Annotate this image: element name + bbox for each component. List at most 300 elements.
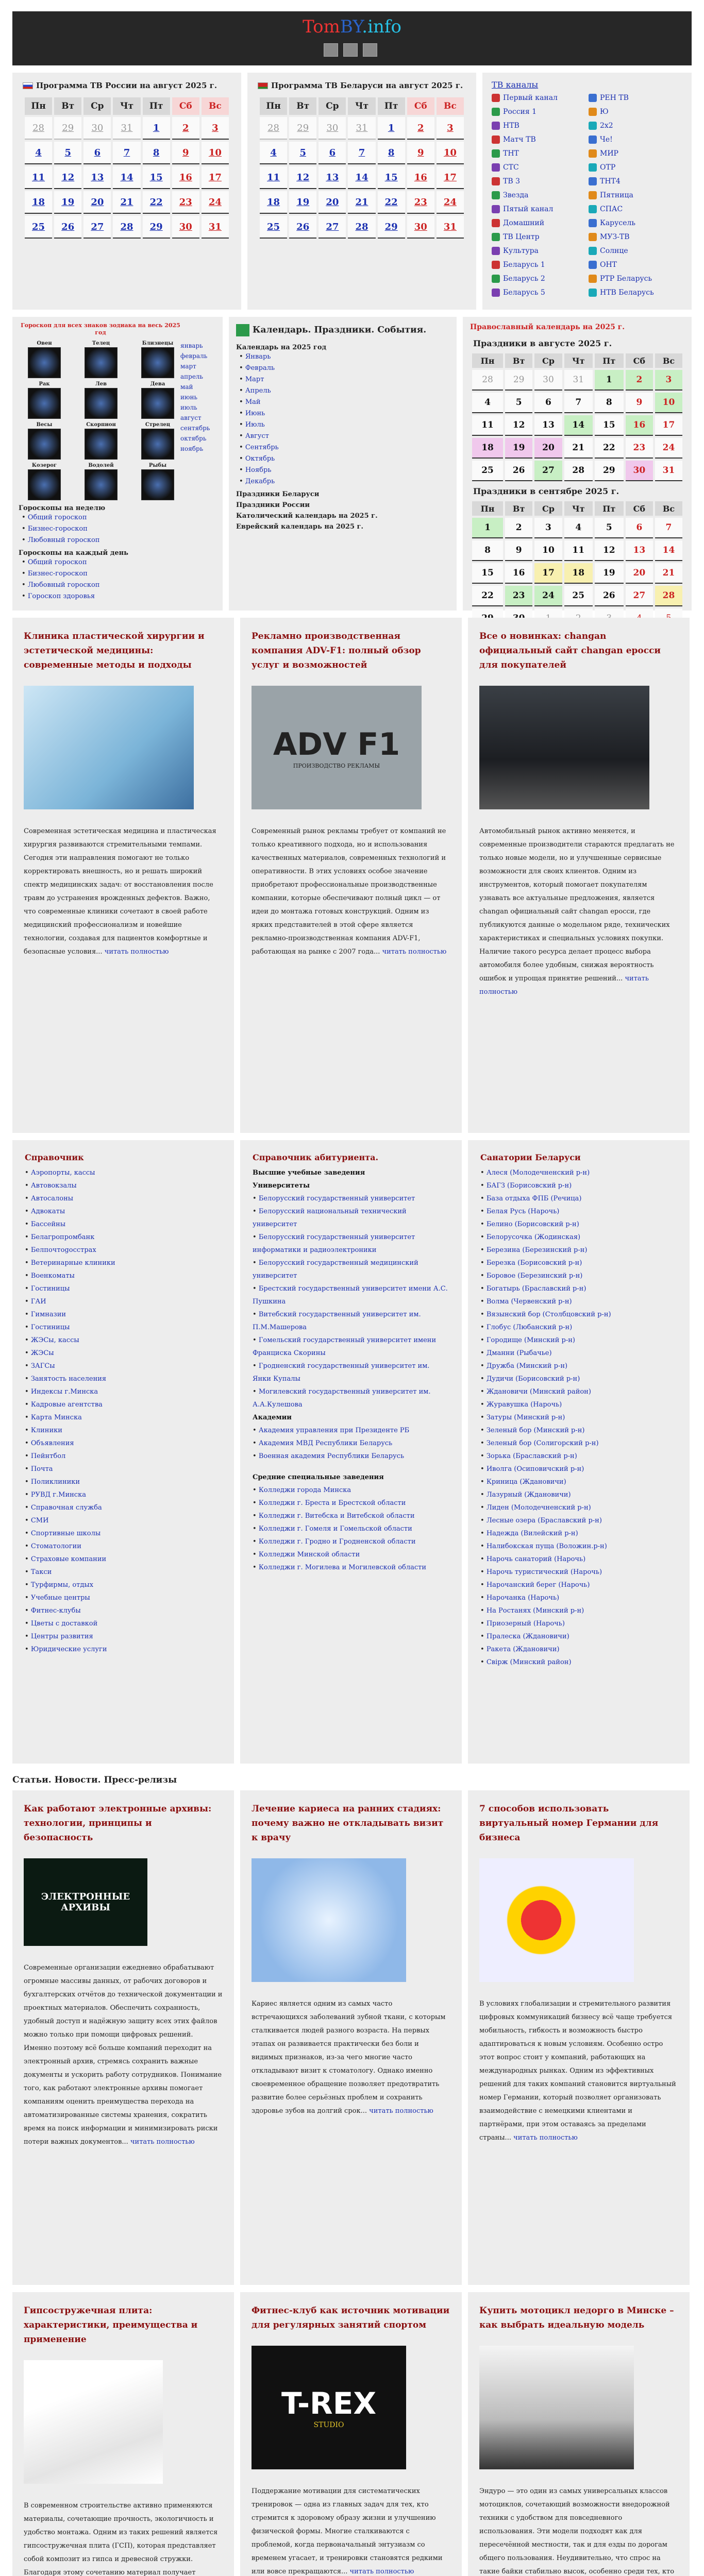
horoscope-day-link[interactable]: • Гороскоп здоровья [22, 591, 216, 602]
calendar-day[interactable]: 31 [655, 461, 682, 481]
calendar-day[interactable]: 30 [172, 216, 199, 239]
calendar-day[interactable]: 1 [595, 370, 624, 391]
calendar-day[interactable]: 25 [260, 216, 287, 239]
calendar-day[interactable]: 4 [472, 393, 503, 413]
calendar-day[interactable]: 5 [595, 518, 624, 538]
calendar-day[interactable]: 9 [626, 393, 653, 413]
reference-link[interactable]: • Справочная служба [25, 1501, 222, 1514]
tv-channel-link[interactable] [492, 233, 585, 241]
read-more-link[interactable]: читать полностью [369, 2107, 433, 2115]
calendar-day[interactable]: 11 [260, 166, 287, 189]
calendar-day[interactable]: 15 [143, 166, 170, 189]
calendar-day[interactable]: 30 [83, 117, 111, 140]
reference-link[interactable]: • СМИ [25, 1514, 222, 1527]
horoscope-month-link[interactable]: октябрь [180, 435, 207, 442]
reference-link[interactable]: • Юридические услуги [25, 1643, 222, 1656]
zodiac-sign[interactable]: Лев [75, 381, 127, 419]
calendar-day[interactable]: 10 [202, 142, 229, 164]
calendar-day[interactable]: 26 [54, 216, 81, 239]
month-link[interactable]: • Декабрь [239, 476, 449, 487]
calendar-day[interactable]: 17 [655, 415, 682, 436]
sanatorium-link[interactable]: • Городище (Минский р-н) [480, 1334, 677, 1347]
tv-channel-link[interactable] [589, 205, 682, 213]
sanatorium-link[interactable]: • Надежда (Вилейский р-н) [480, 1527, 677, 1540]
calendar-day[interactable]: 28 [655, 586, 682, 606]
calendar-day[interactable]: 8 [143, 142, 170, 164]
calendar-day[interactable]: 24 [655, 438, 682, 459]
site-logo[interactable]: TomBY.info [303, 16, 401, 37]
calendar-day[interactable]: 7 [348, 142, 375, 164]
sanatorium-link[interactable]: • Вязынский бор (Столбцовский р-н) [480, 1308, 677, 1321]
kal-russia[interactable]: Праздники России [236, 501, 310, 509]
reference-link[interactable]: • Объявления [25, 1437, 222, 1450]
reference-link[interactable]: • Занятость населения [25, 1372, 222, 1385]
month-link[interactable]: • Январь [239, 351, 449, 363]
kal-belarus[interactable]: Праздники Беларуси [236, 490, 320, 498]
tv-channel-link[interactable] [492, 108, 585, 116]
calendar-day[interactable]: 30 [534, 370, 562, 391]
college-link[interactable]: • Колледжи г. Могилева и Могилевской области [253, 1561, 449, 1574]
college-link[interactable]: • Колледжи города Минска [253, 1484, 449, 1497]
reference-link[interactable]: • Индексы г.Минска [25, 1385, 222, 1398]
reference-link[interactable]: • Клиники [25, 1424, 222, 1437]
reference-link[interactable]: • Страховые компании [25, 1553, 222, 1566]
sanatorium-link[interactable]: • Алеся (Молодечненский р-н) [480, 1166, 677, 1179]
month-link[interactable]: • Апрель [239, 385, 449, 397]
calendar-day[interactable]: 31 [202, 216, 229, 239]
calendar-day[interactable]: 9 [505, 540, 532, 561]
article-title[interactable]: 7 способов использовать виртуальный номер Германии для бизнеса [479, 1804, 659, 1843]
tv-channel-link[interactable] [492, 261, 585, 269]
horoscope-month-link[interactable]: август [180, 414, 202, 421]
calendar-day[interactable]: 31 [348, 117, 375, 140]
calendar-day[interactable]: 23 [626, 438, 653, 459]
reference-link[interactable]: • ЖЭСы [25, 1347, 222, 1360]
horoscope-month-link[interactable]: март [180, 363, 196, 370]
calendar-day[interactable]: 16 [172, 166, 199, 189]
calendar-day[interactable]: 8 [378, 142, 405, 164]
sanatorium-link[interactable]: • На Ростанях (Минский р-н) [480, 1604, 677, 1617]
reference-link[interactable]: • Аэропорты, кассы [25, 1166, 222, 1179]
calendar-day[interactable]: 9 [172, 142, 199, 164]
calendar-day[interactable]: 10 [655, 393, 682, 413]
calendar-day[interactable]: 22 [472, 586, 503, 606]
read-more-link[interactable]: читать полностью [349, 2568, 414, 2575]
month-link[interactable]: • Ноябрь [239, 465, 449, 476]
calendar-day[interactable]: 5 [289, 142, 316, 164]
month-link[interactable]: • Март [239, 374, 449, 385]
calendar-day[interactable]: 28 [25, 117, 52, 140]
calendar-day[interactable]: 13 [83, 166, 111, 189]
college-link[interactable]: • Колледжи Минской области [253, 1548, 449, 1561]
calendar-day[interactable]: 17 [202, 166, 229, 189]
calendar-day[interactable]: 30 [626, 461, 653, 481]
college-link[interactable]: • Колледжи г. Витебска и Витебской области [253, 1510, 449, 1522]
academy-link[interactable]: • Академия МВД Республики Беларусь [253, 1437, 449, 1450]
tv-channel-link[interactable] [492, 177, 585, 185]
calendar-day[interactable]: 26 [595, 586, 624, 606]
calendar-day[interactable]: 5 [54, 142, 81, 164]
sanatorium-link[interactable]: • Глобус (Любанский р-н) [480, 1321, 677, 1334]
zodiac-sign[interactable]: Рыбы [132, 463, 183, 500]
calendar-day[interactable]: 27 [626, 586, 653, 606]
university-link[interactable]: • Белорусский государственный медицинский университет [253, 1257, 449, 1282]
article-title[interactable]: Купить мотоцикл недорго в Минске – как выбрать идеальную модель [479, 2306, 674, 2330]
reference-link[interactable]: • Стоматологии [25, 1540, 222, 1553]
calendar-day[interactable]: 2 [407, 117, 434, 140]
reference-link[interactable]: • Цветы с доставкой [25, 1617, 222, 1630]
calendar-day[interactable]: 26 [505, 461, 532, 481]
reference-link[interactable]: • Белагропромбанк [25, 1231, 222, 1244]
sanatorium-link[interactable]: • Лесные озера (Браславский р-н) [480, 1514, 677, 1527]
calendar-day[interactable]: 31 [113, 117, 140, 140]
reference-link[interactable]: • Белпочтоgосстрах [25, 1244, 222, 1257]
sanatorium-link[interactable]: • Белорусочка (Жодинская) [480, 1231, 677, 1244]
calendar-day[interactable]: 8 [595, 393, 624, 413]
horoscope-month-link[interactable]: январь [180, 342, 203, 349]
calendar-day[interactable]: 21 [564, 438, 593, 459]
calendar-day[interactable]: 21 [348, 191, 375, 214]
reference-link[interactable]: • ЗАГСы [25, 1360, 222, 1372]
calendar-day[interactable]: 30 [407, 216, 434, 239]
sanatorium-link[interactable]: • Пралеска (Ждановичи) [480, 1630, 677, 1643]
month-link[interactable]: • Октябрь [239, 453, 449, 465]
sanatorium-link[interactable]: • Зеленый бор (Солигорский р-н) [480, 1437, 677, 1450]
calendar-day[interactable]: 14 [564, 415, 593, 436]
reference-link[interactable]: • Центры развития [25, 1630, 222, 1643]
sanatorium-link[interactable]: • Свiрж (Минский район) [480, 1656, 677, 1669]
calendar-day[interactable]: 14 [113, 166, 140, 189]
sanatorium-link[interactable]: • Белая Русь (Нарочь) [480, 1205, 677, 1218]
calendar-day[interactable]: 25 [564, 586, 593, 606]
tv-channel-link[interactable] [492, 205, 585, 213]
sanatorium-link[interactable]: • Налибокская пуща (Воложин.р-н) [480, 1540, 677, 1553]
calendar-day[interactable]: 17 [534, 563, 562, 584]
zodiac-sign[interactable]: Водолей [75, 463, 127, 500]
zodiac-sign[interactable]: Дева [132, 381, 183, 419]
sanatorium-link[interactable]: • Затуры (Минский р-н) [480, 1411, 677, 1424]
tv-channel-link[interactable] [589, 219, 682, 227]
sanatorium-link[interactable]: • База отдыха ФПБ (Речица) [480, 1192, 677, 1205]
reference-link[interactable]: • Автосалоны [25, 1192, 222, 1205]
university-link[interactable]: • Могилевский государственный университет им. А.А.Кулешова [253, 1385, 449, 1411]
calendar-day[interactable]: 26 [289, 216, 316, 239]
month-link[interactable]: • Июнь [239, 408, 449, 419]
sanatorium-link[interactable]: • Нарочанский берег (Нарочь) [480, 1579, 677, 1591]
calendar-day[interactable]: 20 [83, 191, 111, 214]
zodiac-sign[interactable]: Близнецы [132, 341, 183, 378]
sanatorium-link[interactable]: • Ракета (Ждановичи) [480, 1643, 677, 1656]
reference-link[interactable]: • Ветеринарные клиники [25, 1257, 222, 1269]
reference-link[interactable]: • Пейнтбол [25, 1450, 222, 1463]
calendar-day[interactable]: 7 [564, 393, 593, 413]
calendar-day[interactable]: 15 [472, 563, 503, 584]
month-link[interactable]: • Февраль [239, 363, 449, 374]
zodiac-sign[interactable]: Скорпион [75, 422, 127, 460]
calendar-day[interactable]: 19 [595, 563, 624, 584]
calendar-day[interactable]: 4 [25, 142, 52, 164]
calendar-day[interactable]: 23 [172, 191, 199, 214]
zodiac-sign[interactable]: Весы [19, 422, 70, 460]
calendar-day[interactable]: 16 [626, 415, 653, 436]
calendar-day[interactable]: 28 [472, 370, 503, 391]
calendar-day[interactable]: 22 [378, 191, 405, 214]
horoscope-month-link[interactable]: июль [180, 404, 197, 411]
article-title[interactable]: Фитнес-клуб как источник мотивации для регулярных занятий спортом [252, 2306, 450, 2330]
horoscope-month-link[interactable]: сентябрь [180, 425, 210, 432]
calendar-day[interactable]: 19 [289, 191, 316, 214]
tv-channel-link[interactable] [589, 191, 682, 199]
calendar-day[interactable]: 3 [437, 117, 464, 140]
calendar-day[interactable]: 13 [626, 540, 653, 561]
kal-jewish[interactable]: Еврейский календарь на 2025 г. [236, 523, 364, 531]
calendar-day[interactable]: 1 [378, 117, 405, 140]
zodiac-sign[interactable]: Овен [19, 341, 70, 378]
header-button[interactable] [324, 43, 338, 57]
tv-channel-link[interactable] [589, 233, 682, 241]
horoscope-day-link[interactable]: • Любовный гороскоп [22, 580, 216, 591]
header-button[interactable] [343, 43, 358, 57]
calendar-day[interactable]: 23 [407, 191, 434, 214]
sanatorium-link[interactable]: • Нарочанка (Нарочь) [480, 1591, 677, 1604]
sanatorium-link[interactable]: • Дманни (Рыбачье) [480, 1347, 677, 1360]
tv-channel-link[interactable] [589, 149, 682, 158]
calendar-day[interactable]: 29 [595, 461, 624, 481]
reference-link[interactable]: • Военкоматы [25, 1269, 222, 1282]
read-more-link[interactable]: читать полностью [104, 948, 169, 956]
reference-link[interactable]: • Почта [25, 1463, 222, 1476]
calendar-day[interactable]: 24 [437, 191, 464, 214]
tv-channel-link[interactable] [589, 122, 682, 130]
sanatorium-link[interactable]: • Дудичи (Борисовский р-н) [480, 1372, 677, 1385]
calendar-day[interactable]: 24 [534, 586, 562, 606]
sanatorium-link[interactable]: • Иволга (Осиповичский р-н) [480, 1463, 677, 1476]
calendar-day[interactable]: 15 [378, 166, 405, 189]
calendar-day[interactable]: 27 [534, 461, 562, 481]
tv-channel-link[interactable] [492, 94, 585, 102]
calendar-day[interactable]: 11 [472, 415, 503, 436]
reference-link[interactable]: • Гимназии [25, 1308, 222, 1321]
academy-link[interactable]: • Академия управления при Президенте РБ [253, 1424, 449, 1437]
calendar-day[interactable]: 2 [626, 370, 653, 391]
university-link[interactable]: • Брестский государственный университет имени А.С. Пушкина [253, 1282, 449, 1308]
calendar-day[interactable]: 3 [534, 518, 562, 538]
calendar-day[interactable]: 2 [505, 518, 532, 538]
calendar-day[interactable]: 18 [25, 191, 52, 214]
tv-channel-link[interactable] [492, 247, 585, 255]
month-link[interactable]: • Май [239, 397, 449, 408]
horoscope-month-link[interactable]: апрель [180, 373, 204, 380]
sanatorium-link[interactable]: • Лиден (Молодечненский р-н) [480, 1501, 677, 1514]
calendar-day[interactable]: 21 [113, 191, 140, 214]
calendar-day[interactable]: 10 [437, 142, 464, 164]
reference-link[interactable]: • Бассейны [25, 1218, 222, 1231]
tv-channel-link[interactable] [589, 247, 682, 255]
tv-channel-link[interactable] [492, 191, 585, 199]
calendar-day[interactable]: 31 [437, 216, 464, 239]
reference-link[interactable]: • ГАИ [25, 1295, 222, 1308]
reference-link[interactable]: • Учебные центры [25, 1591, 222, 1604]
university-link[interactable]: • Гомельский государственный университет имени Франциска Скорины [253, 1334, 449, 1360]
tv-channel-link[interactable] [589, 275, 682, 283]
zodiac-sign[interactable]: Козерог [19, 463, 70, 500]
tv-channel-link[interactable] [492, 149, 585, 158]
calendar-day[interactable]: 11 [564, 540, 593, 561]
calendar-day[interactable]: 27 [83, 216, 111, 239]
calendar-day[interactable]: 18 [564, 563, 593, 584]
calendar-day[interactable]: 6 [534, 393, 562, 413]
header-button[interactable] [363, 43, 377, 57]
calendar-day[interactable]: 5 [505, 393, 532, 413]
calendar-day[interactable]: 7 [113, 142, 140, 164]
tv-channel-link[interactable] [589, 163, 682, 172]
calendar-day[interactable]: 16 [505, 563, 532, 584]
calendar-day[interactable]: 13 [534, 415, 562, 436]
calendar-day[interactable]: 1 [143, 117, 170, 140]
calendar-day[interactable]: 10 [534, 540, 562, 561]
calendar-day[interactable]: 6 [319, 142, 346, 164]
month-link[interactable]: • Август [239, 431, 449, 442]
reference-link[interactable]: • РУВД г.Минска [25, 1488, 222, 1501]
tv-channel-link[interactable] [492, 163, 585, 172]
read-more-link[interactable]: читать полностью [513, 2134, 578, 2142]
sanatorium-link[interactable]: • Лазурный (Ждановичи) [480, 1488, 677, 1501]
sanatorium-link[interactable]: • Богатырь (Браславский р-н) [480, 1282, 677, 1295]
sanatorium-link[interactable]: • Нарочь туристический (Нарочь) [480, 1566, 677, 1579]
sanatorium-link[interactable]: • Криница (Ждановичи) [480, 1476, 677, 1488]
reference-link[interactable]: • ЖЭСы, кассы [25, 1334, 222, 1347]
calendar-day[interactable]: 22 [143, 191, 170, 214]
college-link[interactable]: • Колледжи г. Бреста и Брестской области [253, 1497, 449, 1510]
calendar-day[interactable]: 3 [655, 370, 682, 391]
reference-link[interactable]: • Турфирмы, отдых [25, 1579, 222, 1591]
calendar-day[interactable]: 19 [54, 191, 81, 214]
university-link[interactable]: • Гродненский государственный университет им. Янки Купалы [253, 1360, 449, 1385]
calendar-day[interactable]: 12 [289, 166, 316, 189]
calendar-day[interactable]: 12 [505, 415, 532, 436]
horoscope-month-link[interactable]: ноябрь [180, 445, 204, 452]
tv-channel-link[interactable] [492, 219, 585, 227]
calendar-day[interactable]: 20 [534, 438, 562, 459]
reference-link[interactable]: • Карта Минска [25, 1411, 222, 1424]
calendar-day[interactable]: 4 [564, 518, 593, 538]
sanatorium-link[interactable]: • Ждановичи (Минский район) [480, 1385, 677, 1398]
article-title[interactable]: Лечение кариеса на ранних стадиях: почему важно не откладывать визит к врачу [252, 1804, 444, 1843]
calendar-day[interactable]: 14 [655, 540, 682, 561]
calendar-day[interactable]: 25 [25, 216, 52, 239]
sanatorium-link[interactable]: • Березка (Борисовский р-н) [480, 1257, 677, 1269]
reference-link[interactable]: • Адвокаты [25, 1205, 222, 1218]
calendar-day[interactable]: 28 [113, 216, 140, 239]
calendar-day[interactable]: 1 [472, 518, 503, 538]
sanatorium-link[interactable]: • Боровое (Березинский р-н) [480, 1269, 677, 1282]
college-link[interactable]: • Колледжи г. Гомеля и Гомельской области [253, 1522, 449, 1535]
calendar-day[interactable]: 21 [655, 563, 682, 584]
calendar-day[interactable]: 31 [564, 370, 593, 391]
calendar-day[interactable]: 16 [407, 166, 434, 189]
calendar-day[interactable]: 12 [595, 540, 624, 561]
tv-channel-link[interactable] [589, 261, 682, 269]
horoscope-week-link[interactable]: • Общий гороскоп [22, 512, 216, 523]
sanatorium-link[interactable]: • Белино (Борисовский р-н) [480, 1218, 677, 1231]
sanatorium-link[interactable]: • Журавушка (Нарочь) [480, 1398, 677, 1411]
calendar-day[interactable]: 4 [260, 142, 287, 164]
article-title[interactable]: Гипсостружечная плита: характеристики, преимущества и применение [24, 2306, 198, 2345]
tv-channel-link[interactable] [492, 122, 585, 130]
tv-channel-link[interactable] [492, 289, 585, 297]
academy-link[interactable]: • Военная академия Республики Беларусь [253, 1450, 449, 1463]
calendar-day[interactable]: 20 [319, 191, 346, 214]
calendar-day[interactable]: 29 [378, 216, 405, 239]
calendar-day[interactable]: 23 [505, 586, 532, 606]
sanatorium-link[interactable]: • Дружба (Минский р-н) [480, 1360, 677, 1372]
article-title[interactable]: Все о новинках: changan официальный сайт changan еросси для покупателей [479, 631, 661, 670]
reference-link[interactable]: • Поликлиники [25, 1476, 222, 1488]
tv-channel-link[interactable] [589, 177, 682, 185]
calendar-day[interactable]: 7 [655, 518, 682, 538]
sanatorium-link[interactable]: • БАГЗ (Борисовский р-н) [480, 1179, 677, 1192]
calendar-day[interactable]: 28 [564, 461, 593, 481]
tv-channel-link[interactable] [492, 135, 585, 144]
horoscope-month-link[interactable]: февраль [180, 352, 208, 360]
reference-link[interactable]: • Кадровые агентства [25, 1398, 222, 1411]
calendar-day[interactable]: 29 [143, 216, 170, 239]
calendar-day[interactable]: 3 [202, 117, 229, 140]
university-link[interactable]: • Белорусский национальный технический университет [253, 1205, 449, 1231]
reference-link[interactable]: • Гостиницы [25, 1282, 222, 1295]
sanatorium-link[interactable]: • Приозерный (Нарочь) [480, 1617, 677, 1630]
calendar-day[interactable]: 24 [202, 191, 229, 214]
calendar-day[interactable]: 14 [348, 166, 375, 189]
calendar-day[interactable]: 12 [54, 166, 81, 189]
kal-catholic[interactable]: Католический календарь на 2025 г. [236, 512, 378, 520]
tv-channel-link[interactable] [589, 94, 682, 102]
tv-channel-link[interactable] [492, 275, 585, 283]
horoscope-month-link[interactable]: май [180, 383, 193, 391]
horoscope-day-link[interactable]: • Бизнес-гороскоп [22, 568, 216, 580]
calendar-day[interactable]: 29 [505, 370, 532, 391]
calendar-day[interactable]: 29 [54, 117, 81, 140]
article-title[interactable]: Рекламно производственная компания ADV-F1: полный обзор услуг и возможностей [252, 631, 421, 670]
calendar-day[interactable]: 15 [595, 415, 624, 436]
article-title[interactable]: Клиника пластической хирургии и эстетической медицины: современные методы и подходы [24, 631, 205, 670]
prav-title[interactable]: Православный календарь на 2025 г. [470, 323, 625, 331]
calendar-day[interactable]: 6 [83, 142, 111, 164]
sanatorium-link[interactable]: • Нарочь санаторий (Нарочь) [480, 1553, 677, 1566]
sanatorium-link[interactable]: • Зорька (Браславский р-н) [480, 1450, 677, 1463]
month-link[interactable]: • Июль [239, 419, 449, 431]
calendar-day[interactable]: 8 [472, 540, 503, 561]
horoscope-month-link[interactable]: июнь [180, 394, 197, 401]
zodiac-sign[interactable]: Телец [75, 341, 127, 378]
calendar-day[interactable]: 28 [348, 216, 375, 239]
calendar-day[interactable]: 20 [626, 563, 653, 584]
calendar-day[interactable]: 11 [25, 166, 52, 189]
article-title[interactable]: Как работают электронные архивы: технологии, принципы и безопасность [24, 1804, 212, 1843]
calendar-day[interactable]: 29 [289, 117, 316, 140]
read-more-link[interactable]: читать полностью [382, 948, 447, 956]
calendar-day[interactable]: 22 [595, 438, 624, 459]
university-link[interactable]: • Белорусский государственный университет информатики и радиоэлектроники [253, 1231, 449, 1257]
university-link[interactable]: • Витебский государственный университет им. П.М.Машерова [253, 1308, 449, 1334]
zodiac-sign[interactable]: Стрелец [132, 422, 183, 460]
reference-link[interactable]: • Спортивные школы [25, 1527, 222, 1540]
calendar-day[interactable]: 25 [472, 461, 503, 481]
university-link[interactable]: • Белорусский государственный университет [253, 1192, 449, 1205]
calendar-day[interactable]: 18 [260, 191, 287, 214]
college-link[interactable]: • Колледжи г. Гродно и Гродненской области [253, 1535, 449, 1548]
calendar-day[interactable]: 13 [319, 166, 346, 189]
